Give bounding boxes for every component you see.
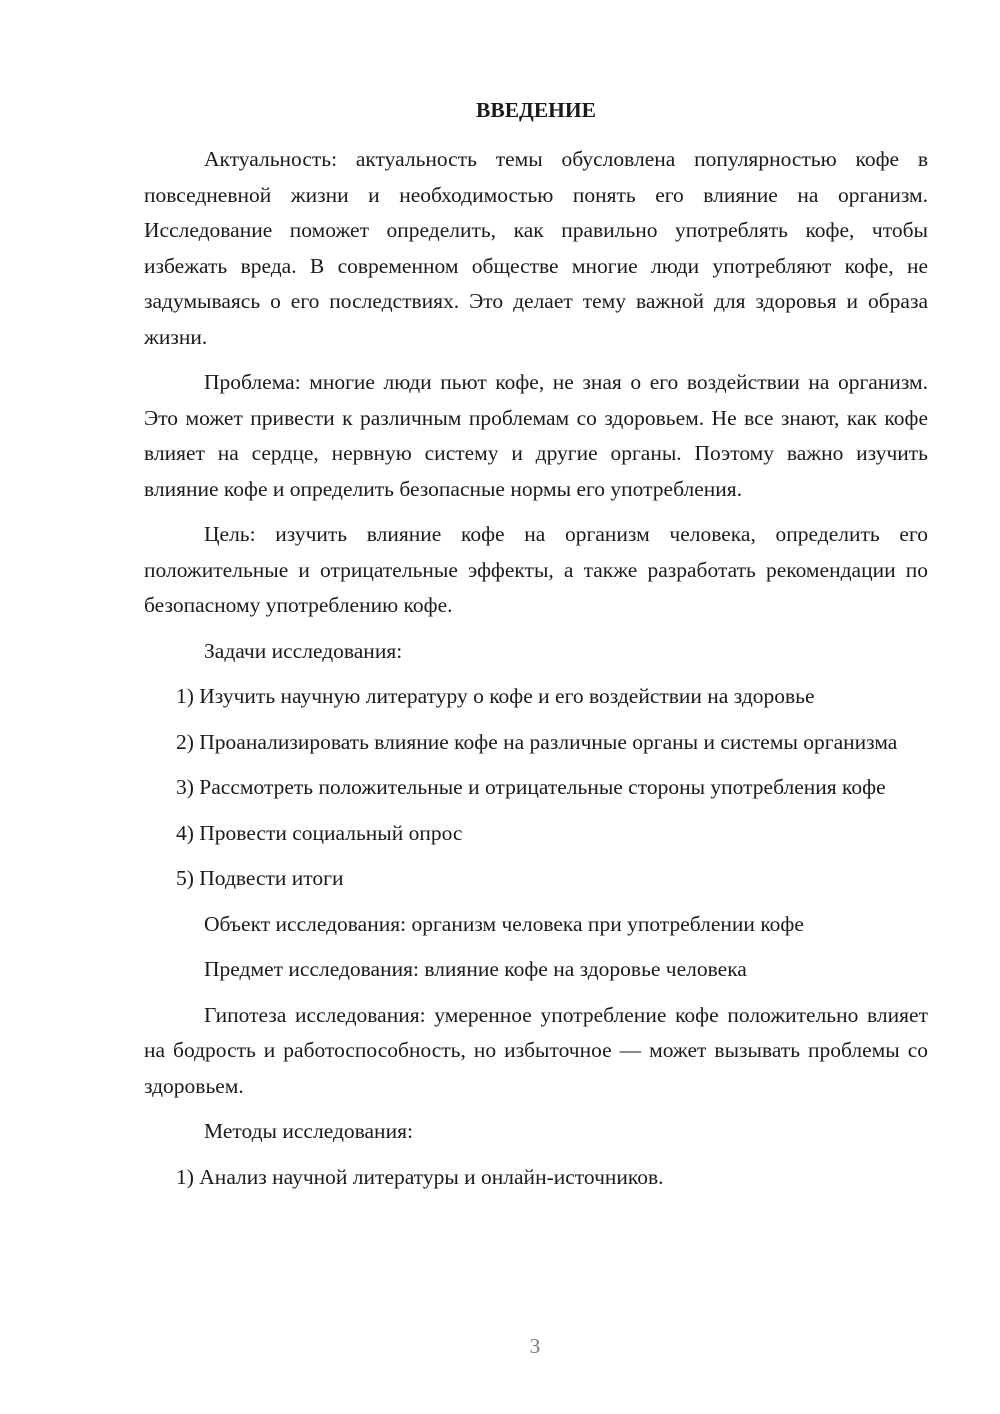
task-item: 3) Рассмотреть положительные и отрицательные стороны употребления кофе	[176, 775, 886, 799]
task-item: 5) Подвести итоги	[176, 866, 344, 890]
tasks-heading: Задачи исследования:	[204, 638, 403, 663]
task-item: 1) Изучить научную литературу о кофе и его воздействии на здоровье	[176, 684, 815, 708]
page-number: 3	[529, 1334, 541, 1358]
page-content	[144, 96, 928, 1195]
object-paragraph: Объект исследования: организм человека при употреблении кофе	[204, 911, 804, 936]
method-item: 1) Анализ научной литературы и онлайн-источников.	[176, 1164, 664, 1189]
methods-heading: Методы исследования:	[204, 1119, 413, 1143]
subject-paragraph: Предмет исследования: влияние кофе на здоровье человека	[204, 957, 747, 981]
relevance-paragraph: Актуальность: актуальность темы обусловлена популярностью кофе в повседневной жизни и необходимостью понять его влияние на организм. Исследование поможет определить, как правильно употреблять кофе, чтобы избежать вреда. В современном обществе многие люди употребляют кофе, не задумываясь о его последствиях. Это делает тему важной для здоровья и образа жизни.	[144, 147, 928, 349]
page-title: ВВЕДЕНИЕ	[476, 98, 596, 122]
goal-paragraph: Цель: изучить влияние кофе на организм человека, определить его положительные и отрицательные эффекты, а также разработать рекомендации по безопасному употреблению кофе.	[144, 522, 928, 617]
hypothesis-paragraph: Гипотеза исследования: умеренное употребление кофе положительно влияет на бодрость и работоспособность, но избыточное — может вызывать проблемы со здоровьем.	[144, 1002, 928, 1098]
problem-paragraph: Проблема: многие люди пьют кофе, не зная о его воздействии на организм. Это может привести к различным проблемам со здоровьем. Не все знают, как кофе влияет на сердце, нервную систему и другие органы. Поэтому важно изучить влияние кофе и определить безопасные нормы его употребления.	[144, 370, 928, 501]
task-item: 4) Провести социальный опрос	[176, 820, 463, 845]
task-item: 2) Проанализировать влияние кофе на различные органы и системы организма	[176, 729, 898, 754]
